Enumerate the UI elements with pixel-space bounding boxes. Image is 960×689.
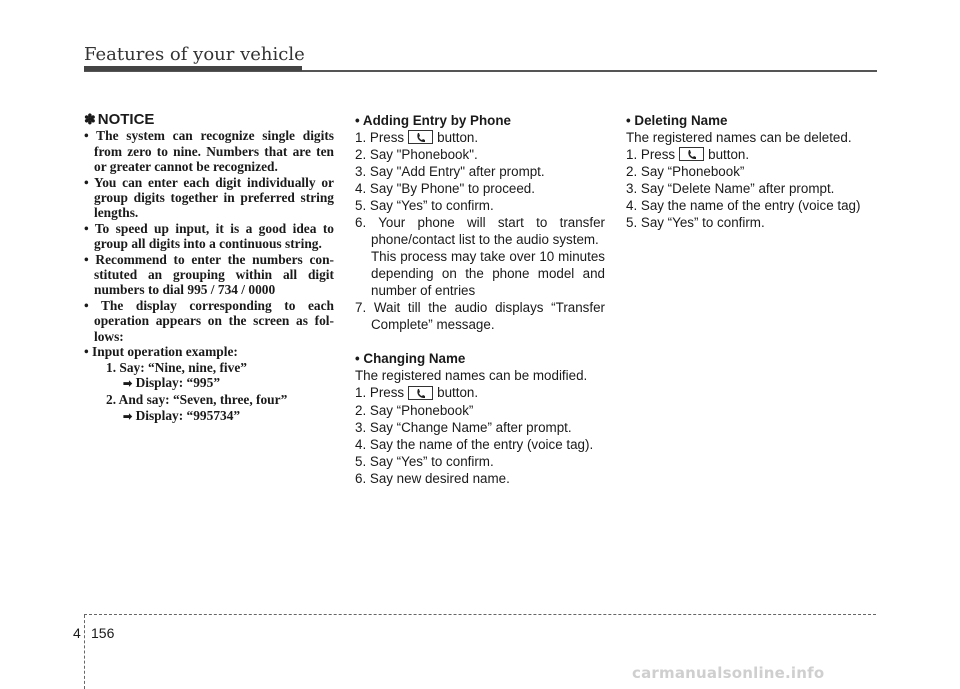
changing-step-5: 5. Say “Yes” to confirm. xyxy=(355,453,494,469)
voice-talk-icon xyxy=(408,130,433,144)
adding-step-2: 2. Say "Phonebook". xyxy=(355,147,478,163)
adding-note: This process may take over 10 minutes depending on the phone model and number of entries xyxy=(371,249,605,299)
adding-step-4: 4. Say "By Phone" to proceed. xyxy=(355,181,535,197)
adding-step-6: 6. Your phone will start to transfer phone/contact list to the audio system. xyxy=(355,215,605,248)
notice-bullet: • To speed up input, it is a good idea to group all digits into a continuous string. xyxy=(84,220,334,252)
changing-step-1-post: button. xyxy=(437,385,479,401)
example-display-2-text: Display: “995734” xyxy=(135,407,241,423)
deleting-step-1-pre: 1. Press xyxy=(626,147,676,162)
changing-intro: The registered names can be modified. xyxy=(355,368,588,384)
deleting-step-1 xyxy=(626,146,882,163)
arrow-right-icon: ➡ xyxy=(123,410,133,423)
notice-heading-text: NOTICE xyxy=(97,111,155,128)
notice-bullet: • The system can recognize single digits from zero to nine. Numbers that are ten or greater cannot be recognized. xyxy=(84,128,334,175)
deleting-name-heading: • Deleting Name xyxy=(626,113,728,128)
changing-step-1-pre: 1. Press xyxy=(355,385,405,401)
notice-bullet: • The display corresponding to each operation appears on the screen as fol-lows: xyxy=(84,297,334,344)
changing-name-heading: • Changing Name xyxy=(355,351,466,367)
notice-column xyxy=(84,112,334,425)
voice-talk-icon xyxy=(679,147,704,161)
asterisk-notice-icon: ✽ xyxy=(84,111,96,127)
adding-step-7: 7. Wait till the audio displays “Transfer Complete” message. xyxy=(355,300,605,333)
arrow-right-icon: ➡ xyxy=(123,377,133,390)
example-display-1-text: Display: “995” xyxy=(135,374,221,390)
deleting-step-5: 5. Say “Yes” to confirm. xyxy=(626,215,765,231)
adding-step-1 xyxy=(355,129,605,146)
deleting-step-4: 4. Say the name of the entry (voice tag) xyxy=(626,198,861,214)
example-step-1: 1. Say: “Nine, nine, five” xyxy=(106,359,247,375)
adding-step-1-post: button. xyxy=(437,130,479,145)
deleting-intro: The registered names can be deleted. xyxy=(626,130,852,145)
changing-step-3: 3. Say “Change Name” after prompt. xyxy=(355,419,572,435)
changing-step-2: 2. Say “Phonebook” xyxy=(355,402,474,418)
notice-heading xyxy=(84,112,334,127)
adding-step-5: 5. Say “Yes” to confirm. xyxy=(355,198,494,214)
notice-bullet: • You can enter each digit individually or group digits together in preferred string lengths. xyxy=(84,174,334,221)
notice-bullet: • Input operation example: xyxy=(84,344,238,360)
footer-rule xyxy=(84,614,876,615)
chapter-number: 4 xyxy=(73,625,81,641)
adding-entry-heading: • Adding Entry by Phone xyxy=(355,113,511,128)
example-display-1 xyxy=(84,375,334,392)
page-number: 156 xyxy=(91,625,115,641)
changing-step-6: 6. Say new desired name. xyxy=(355,470,510,486)
watermark: carmanualsonline.info xyxy=(632,664,825,682)
page-header-title: Features of your vehicle xyxy=(84,44,305,65)
notice-bullet: • Recommend to enter the numbers con-stituted an grouping within all digit numbers to dial 995 / 734 / 0000 xyxy=(84,251,334,298)
adding-step-1-pre: 1. Press xyxy=(355,130,405,145)
example-display-2 xyxy=(84,408,334,425)
changing-step-4: 4. Say the name of the entry (voice tag). xyxy=(355,436,594,452)
deleting-column xyxy=(626,112,882,231)
example-step-2: 2. And say: “Seven, three, four” xyxy=(106,392,288,408)
adding-changing-column xyxy=(355,112,605,487)
deleting-step-3: 3. Say “Delete Name” after prompt. xyxy=(626,181,835,197)
footer-divider xyxy=(84,615,85,689)
deleting-step-2: 2. Say “Phonebook” xyxy=(626,164,745,180)
voice-talk-icon xyxy=(408,386,433,400)
adding-step-3: 3. Say "Add Entry" after prompt. xyxy=(355,164,545,180)
changing-step-1 xyxy=(355,384,605,401)
deleting-step-1-post: button. xyxy=(708,147,750,162)
header-rule-accent xyxy=(84,66,302,71)
